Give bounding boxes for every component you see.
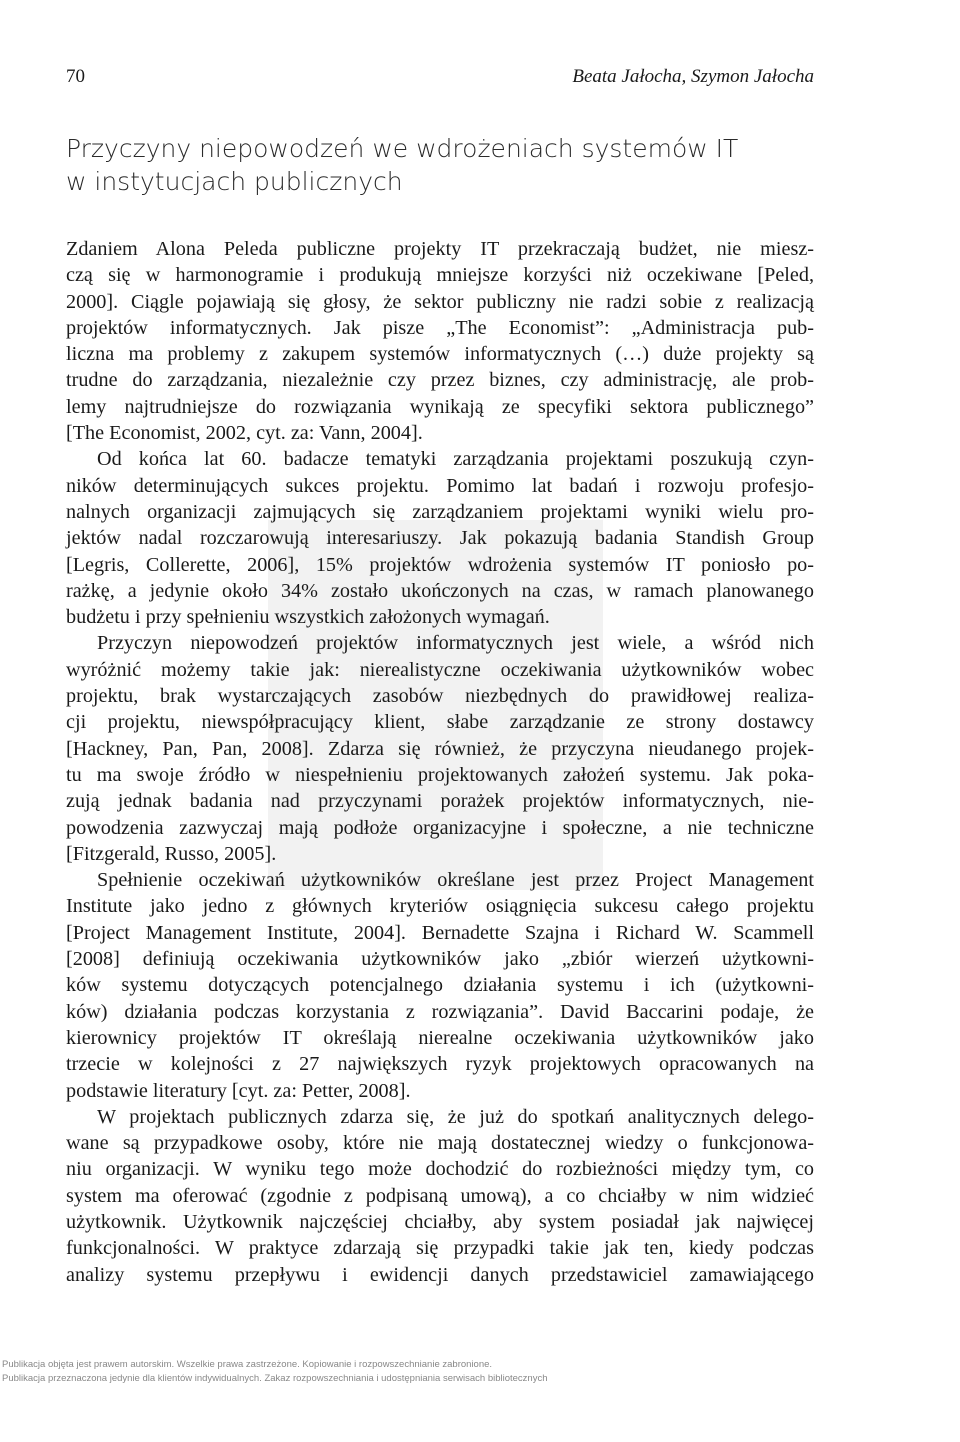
text-line: Zdaniem Alona Peleda publiczne projekty IT przekraczają budżet, nie miesz-: [66, 238, 814, 260]
text-line: Od końca lat 60. badacze tematyki zarządzania projektami poszukują czyn-: [97, 448, 814, 471]
text-line: trzecie w kolejności z 27 największych ryzyk projektowych opracowanych na: [66, 1053, 814, 1076]
text-line: lemy najtrudniejsze do rozwiązania wynikają ze specyfiki sektora publicznego”: [66, 395, 814, 418]
section-title-line: Przyczyny niepowodzeń we wdrożeniach systemów IT: [66, 134, 739, 163]
copyright-footer: [2, 1358, 702, 1386]
text-line: 2000]. Ciągle pojawiają się głosy, że sektor publiczny nie radzi sobie z realizacją: [66, 290, 814, 313]
text-line: jektów nadal rozczarowują interesariuszy. Jak pokazują badania Standish Group: [66, 527, 814, 550]
text-line: ników determinujących sukces projektu. Pomimo lat badań i rozwoju profesjo-: [66, 474, 814, 497]
text-line: [Project Management Institute, 2004]. Bernadette Szajna i Richard W. Scammell: [66, 921, 814, 944]
text-line: [Hackney, Pan, Pan, 2008]. Zdarza się również, że przyczyna nieudanego projek-: [66, 737, 814, 760]
text-line: analizy systemu przepływu i ewidencji danych przedstawiciel zamawiającego: [66, 1263, 814, 1286]
text-line: [Fitzgerald, Russo, 2005].: [66, 842, 277, 865]
text-line: trudne do zarządzania, niezależnie czy przez biznes, czy administrację, ale prob-: [66, 369, 814, 392]
text-line: wyróżnić możemy takie jak: nierealistyczne oczekiwania użytkowników wobec: [66, 658, 814, 681]
text-line: podstawie literatury [cyt. za: Petter, 2008].: [66, 1079, 411, 1102]
text-line: użytkownik. Użytkownik najczęściej chciałby, aby system posiadał jak najwięcej: [66, 1210, 814, 1233]
text-line: Spełnienie oczekiwań użytkowników określane jest przez Project Management: [97, 869, 814, 892]
text-line: liczna ma problemy z zakupem systemów informatycznych (…) duże projekty są: [66, 343, 814, 366]
text-line: ków systemu dotyczących potencjalnego działania systemu i ich (użytkowni-: [66, 974, 814, 997]
text-line: Institute jako jedno z głównych kryteriów osiągnięcia sukcesu całego projektu: [66, 895, 814, 918]
text-line: zują jednak badania nad przyczynami porażek projektów informatycznych, nie-: [66, 790, 814, 813]
text-line: niu organizacji. W wyniku tego może dochodzić do rozbieżności między tym, co: [66, 1158, 814, 1181]
running-header-authors: Beata Jałocha, Szymon Jałocha: [572, 66, 814, 87]
text-line: [2008] definiują oczekiwania użytkowników jako „zbiór wierzeń użytkowni-: [66, 948, 814, 971]
text-line: wane są przypadkowe osoby, które nie mają dostatecznej wiedzy o funkcjonowa-: [66, 1132, 814, 1155]
text-line: W projektach publicznych zdarza się, że już do spotkań analitycznych delego-: [97, 1105, 814, 1128]
text-line: czą się w harmonogramie i produkują mniejsze korzyści niż oczekiwane [Peled,: [66, 264, 814, 287]
page-number: 70: [66, 66, 85, 87]
text-line: funkcjonalności. W praktyce zdarzają się przypadki takie jak ten, kiedy podczas: [66, 1237, 814, 1260]
section-title-line: w instytucjach publicznych: [66, 167, 403, 196]
text-line: [The Economist, 2002, cyt. za: Vann, 2004].: [66, 422, 423, 445]
footer-line: Publikacja objęta jest prawem autorskim. Wszelkie prawa zastrzeżone. Kopiowanie i rozpowszechnianie zabronione.: [2, 1359, 493, 1370]
text-line: system ma oferować (zgodnie z podpisaną umową), a co chciałby w nim widzieć: [66, 1184, 814, 1207]
text-line: [Legris, Collerette, 2006], 15% projektów wdrożenia systemów IT poniosło po-: [66, 553, 814, 576]
body-text: [66, 236, 814, 1288]
text-line: tu ma swoje źródło w niespełnieniu projektowanych założeń systemu. Jak poka-: [66, 763, 814, 786]
text-line: budżetu i przy spełnieniu wszystkich założonych wymagań.: [66, 606, 550, 629]
section-title: [66, 132, 826, 198]
text-line: powodzenia zazwyczaj mają podłoże organizacyjne i społeczne, a nie techniczne: [66, 816, 814, 839]
text-line: projektu, brak wystarczających zasobów niezbędnych do prawidłowej realiza-: [66, 685, 814, 708]
running-header: [66, 66, 814, 94]
text-line: rażkę, a jedynie około 34% zostało ukończonych na czas, w ramach planowanego: [66, 579, 814, 602]
text-line: ków) działania podczas korzystania z rozwiązania”. David Baccarini podaje, że: [66, 1000, 814, 1023]
text-line: cji projektu, niewspółpracujący klient, słabe zarządzanie ze strony dostawcy: [66, 711, 814, 734]
text-line: Przyczyn niepowodzeń projektów informatycznych jest wiele, a wśród nich: [97, 632, 814, 655]
text-line: kierownicy projektów IT określają nierealne oczekiwania użytkowników jako: [66, 1026, 814, 1049]
text-line: nalnych organizacji zajmujących się zarządzaniem projektami wyniki wielu pro-: [66, 500, 814, 523]
text-line: projektów informatycznych. Jak pisze „The Economist”: „Administracja pub-: [66, 316, 814, 339]
footer-line: Publikacja przeznaczona jedynie dla klientów indywidualnych. Zakaz rozpowszechniania i udostępniania serwisach bibliotecznych: [2, 1373, 548, 1384]
